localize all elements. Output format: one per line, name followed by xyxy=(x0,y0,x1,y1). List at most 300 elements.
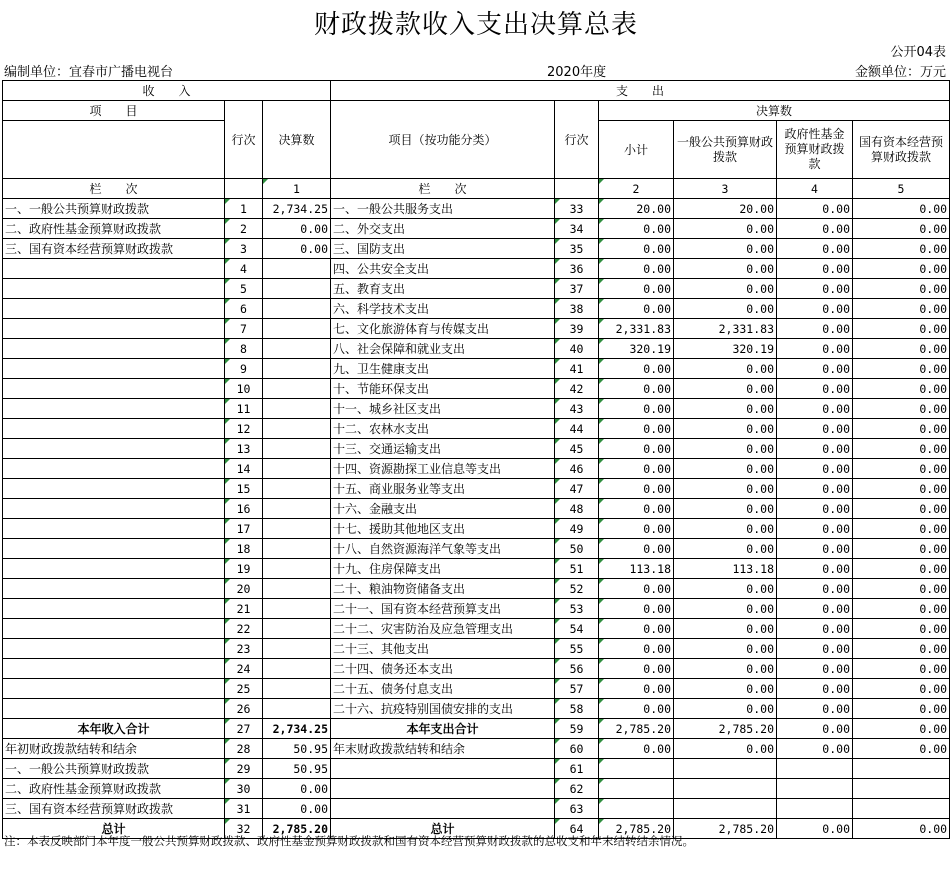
expense-state: 0.00 xyxy=(853,399,950,419)
expense-subtotal: 0.00 xyxy=(599,279,674,299)
expense-subtotal: 0.00 xyxy=(599,679,674,699)
expense-item: 二、外交支出 xyxy=(331,219,555,239)
col-3: 3 xyxy=(674,179,777,199)
table-row xyxy=(3,519,950,539)
table-row xyxy=(3,199,950,219)
expense-subtotal: 0.00 xyxy=(599,259,674,279)
expense-subtotal: 0.00 xyxy=(599,499,674,519)
table-row xyxy=(3,359,950,379)
expense-subtotal: 0.00 xyxy=(599,539,674,559)
carry-row xyxy=(3,759,950,779)
expense-item: 十九、住房保障支出 xyxy=(331,559,555,579)
carry-row xyxy=(3,739,950,759)
table-row xyxy=(3,279,950,299)
income-amount xyxy=(263,259,331,279)
expense-item: 十二、农林水支出 xyxy=(331,419,555,439)
expense-fund: 0.00 xyxy=(777,239,853,259)
expense-fund: 0.00 xyxy=(777,279,853,299)
expense-line-no: 57 xyxy=(555,679,599,699)
year-label: 2020年度 xyxy=(547,65,607,80)
expense-fund: 0.00 xyxy=(777,599,853,619)
expense-fund: 0.00 xyxy=(777,819,853,839)
expense-subtotal: 2,785.20 xyxy=(599,719,674,739)
expense-subtotal: 2,785.20 xyxy=(599,819,674,839)
expense-subtotal: 0.00 xyxy=(599,399,674,419)
income-line-no: 11 xyxy=(225,399,263,419)
expense-line-no: 50 xyxy=(555,539,599,559)
expense-general: 0.00 xyxy=(674,359,777,379)
income-amount xyxy=(263,599,331,619)
expense-item xyxy=(331,759,555,779)
income-item xyxy=(3,439,225,459)
expense-general: 0.00 xyxy=(674,739,777,759)
expense-item: 十四、资源勘探工业信息等支出 xyxy=(331,459,555,479)
expense-item: 二十一、国有资本经营预算支出 xyxy=(331,599,555,619)
expense-general: 0.00 xyxy=(674,459,777,479)
expense-line-no: 56 xyxy=(555,659,599,679)
item-header-blank xyxy=(3,121,225,179)
expense-subtotal xyxy=(599,799,674,819)
expense-item: 年末财政拨款结转和结余 xyxy=(331,739,555,759)
expense-state: 0.00 xyxy=(853,259,950,279)
income-amount xyxy=(263,379,331,399)
expense-state: 0.00 xyxy=(853,239,950,259)
expense-line-no: 42 xyxy=(555,379,599,399)
expense-item: 二十二、灾害防治及应急管理支出 xyxy=(331,619,555,639)
income-line-no: 26 xyxy=(225,699,263,719)
income-item xyxy=(3,299,225,319)
expense-fund: 0.00 xyxy=(777,219,853,239)
expense-line-no: 62 xyxy=(555,779,599,799)
expense-state: 0.00 xyxy=(853,679,950,699)
col-blank xyxy=(225,179,263,199)
expense-state: 0.00 xyxy=(853,719,950,739)
expense-fund: 0.00 xyxy=(777,559,853,579)
expense-subtotal: 0.00 xyxy=(599,359,674,379)
expense-item: 十五、商业服务业等支出 xyxy=(331,479,555,499)
expense-fund: 0.00 xyxy=(777,199,853,219)
income-amount xyxy=(263,639,331,659)
expense-line-no: 63 xyxy=(555,799,599,819)
table-row xyxy=(3,579,950,599)
expense-item: 十一、城乡社区支出 xyxy=(331,399,555,419)
expense-line-no: 45 xyxy=(555,439,599,459)
table-row xyxy=(3,479,950,499)
income-line-no: 1 xyxy=(225,199,263,219)
expense-state: 0.00 xyxy=(853,339,950,359)
expense-general: 0.00 xyxy=(674,499,777,519)
expense-subtotal: 0.00 xyxy=(599,419,674,439)
expense-general: 113.18 xyxy=(674,559,777,579)
expense-subtotal: 0.00 xyxy=(599,479,674,499)
income-amount xyxy=(263,699,331,719)
expense-subtotal: 0.00 xyxy=(599,619,674,639)
expense-line-no: 39 xyxy=(555,319,599,339)
expense-general: 0.00 xyxy=(674,399,777,419)
table-row xyxy=(3,599,950,619)
income-line-no: 9 xyxy=(225,359,263,379)
income-amount: 50.95 xyxy=(263,759,331,779)
expense-state xyxy=(853,799,950,819)
expense-subtotal: 0.00 xyxy=(599,659,674,679)
expense-line-no: 40 xyxy=(555,339,599,359)
income-item: 二、政府性基金预算财政拨款 xyxy=(3,219,225,239)
expense-item: 总计 xyxy=(331,819,555,839)
page-title: 财政拨款收入支出决算总表 xyxy=(313,10,638,40)
total-row xyxy=(3,719,950,739)
income-item xyxy=(3,459,225,479)
expense-item: 二十三、其他支出 xyxy=(331,639,555,659)
income-line-no: 6 xyxy=(225,299,263,319)
expense-subtotal: 0.00 xyxy=(599,439,674,459)
expense-fund xyxy=(777,779,853,799)
expense-fund xyxy=(777,799,853,819)
expense-subtotal: 0.00 xyxy=(599,219,674,239)
expense-fund: 0.00 xyxy=(777,659,853,679)
expense-general: 0.00 xyxy=(674,259,777,279)
expense-line-no: 46 xyxy=(555,459,599,479)
expense-general: 2,331.83 xyxy=(674,319,777,339)
expense-line-no: 53 xyxy=(555,599,599,619)
expense-fund: 0.00 xyxy=(777,539,853,559)
expense-line-no: 52 xyxy=(555,579,599,599)
general-header: 一般公共预算财政拨款 xyxy=(674,121,777,179)
table-row xyxy=(3,459,950,479)
amount-header: 决算数 xyxy=(263,101,331,179)
table-row xyxy=(3,659,950,679)
expense-item: 本年支出合计 xyxy=(331,719,555,739)
expense-fund: 0.00 xyxy=(777,399,853,419)
income-line-no: 21 xyxy=(225,599,263,619)
summary-table xyxy=(2,80,950,839)
expense-subtotal: 0.00 xyxy=(599,699,674,719)
expense-general xyxy=(674,799,777,819)
expense-item: 十八、自然资源海洋气象等支出 xyxy=(331,539,555,559)
carry-row xyxy=(3,779,950,799)
expense-subtotal: 0.00 xyxy=(599,599,674,619)
expense-state: 0.00 xyxy=(853,319,950,339)
expense-fund: 0.00 xyxy=(777,579,853,599)
income-line-no: 22 xyxy=(225,619,263,639)
income-amount: 2,734.25 xyxy=(263,719,331,739)
income-amount xyxy=(263,559,331,579)
income-amount xyxy=(263,679,331,699)
income-line-no: 15 xyxy=(225,479,263,499)
expense-general: 2,785.20 xyxy=(674,819,777,839)
table-row xyxy=(3,639,950,659)
expense-subtotal: 20.00 xyxy=(599,199,674,219)
table-row xyxy=(3,439,950,459)
table-row xyxy=(3,539,950,559)
expense-state: 0.00 xyxy=(853,559,950,579)
income-line-no: 20 xyxy=(225,579,263,599)
expense-fund: 0.00 xyxy=(777,299,853,319)
income-line-no: 28 xyxy=(225,739,263,759)
expense-subtotal: 113.18 xyxy=(599,559,674,579)
expense-subtotal: 0.00 xyxy=(599,579,674,599)
income-line-no: 3 xyxy=(225,239,263,259)
expense-general: 0.00 xyxy=(674,539,777,559)
expense-general: 0.00 xyxy=(674,679,777,699)
income-line-no: 7 xyxy=(225,319,263,339)
income-line-no: 25 xyxy=(225,679,263,699)
expense-fund: 0.00 xyxy=(777,719,853,739)
expense-fund: 0.00 xyxy=(777,359,853,379)
income-item xyxy=(3,679,225,699)
expense-item: 二十六、抗疫特别国债安排的支出 xyxy=(331,699,555,719)
income-amount: 50.95 xyxy=(263,739,331,759)
income-amount xyxy=(263,519,331,539)
income-item xyxy=(3,359,225,379)
income-amount: 0.00 xyxy=(263,219,331,239)
expense-general: 0.00 xyxy=(674,479,777,499)
line-no2-header: 行次 xyxy=(555,101,599,179)
expense-general: 0.00 xyxy=(674,219,777,239)
expense-fund: 0.00 xyxy=(777,519,853,539)
expense-item: 十、节能环保支出 xyxy=(331,379,555,399)
expense-subtotal: 0.00 xyxy=(599,379,674,399)
income-line-no: 23 xyxy=(225,639,263,659)
carry-row xyxy=(3,799,950,819)
col-4: 4 xyxy=(777,179,853,199)
expense-state: 0.00 xyxy=(853,579,950,599)
expense-subtotal xyxy=(599,779,674,799)
expense-state: 0.00 xyxy=(853,359,950,379)
subtotal-header: 小计 xyxy=(599,121,674,179)
expense-general: 0.00 xyxy=(674,519,777,539)
expense-general: 2,785.20 xyxy=(674,719,777,739)
income-amount: 2,785.20 xyxy=(263,819,331,839)
income-amount xyxy=(263,579,331,599)
income-amount xyxy=(263,339,331,359)
income-amount xyxy=(263,499,331,519)
income-amount xyxy=(263,299,331,319)
income-line-no: 31 xyxy=(225,799,263,819)
item-header: 项 目 xyxy=(3,101,225,121)
income-amount xyxy=(263,479,331,499)
func-item-header: 项目（按功能分类） xyxy=(331,101,555,179)
expense-fund: 0.00 xyxy=(777,699,853,719)
expense-line-no: 38 xyxy=(555,299,599,319)
expense-fund: 0.00 xyxy=(777,459,853,479)
expense-state: 0.00 xyxy=(853,699,950,719)
income-item xyxy=(3,579,225,599)
income-amount: 2,734.25 xyxy=(263,199,331,219)
table-row xyxy=(3,399,950,419)
expense-general: 0.00 xyxy=(674,279,777,299)
expense-fund: 0.00 xyxy=(777,499,853,519)
expense-general xyxy=(674,759,777,779)
expense-item: 七、文化旅游体育与传媒支出 xyxy=(331,319,555,339)
income-line-no: 24 xyxy=(225,659,263,679)
expense-state: 0.00 xyxy=(853,639,950,659)
expense-line-no: 43 xyxy=(555,399,599,419)
expense-general: 20.00 xyxy=(674,199,777,219)
expense-general: 0.00 xyxy=(674,659,777,679)
expense-item: 四、公共安全支出 xyxy=(331,259,555,279)
col-5: 5 xyxy=(853,179,950,199)
expense-state: 0.00 xyxy=(853,439,950,459)
expense-fund: 0.00 xyxy=(777,259,853,279)
income-amount xyxy=(263,439,331,459)
income-line-no: 19 xyxy=(225,559,263,579)
income-item xyxy=(3,479,225,499)
money-unit-label: 金额单位：万元 xyxy=(854,65,946,80)
expense-line-no: 41 xyxy=(555,359,599,379)
expense-general: 320.19 xyxy=(674,339,777,359)
expense-item: 十七、援助其他地区支出 xyxy=(331,519,555,539)
expense-state: 0.00 xyxy=(853,819,950,839)
income-item: 本年收入合计 xyxy=(3,719,225,739)
expense-subtotal: 320.19 xyxy=(599,339,674,359)
expense-fund: 0.00 xyxy=(777,639,853,659)
col-label: 栏 次 xyxy=(3,179,225,199)
income-line-no: 18 xyxy=(225,539,263,559)
expense-general: 0.00 xyxy=(674,599,777,619)
expense-state: 0.00 xyxy=(853,419,950,439)
income-amount: 0.00 xyxy=(263,779,331,799)
expense-item: 二十四、债务还本支出 xyxy=(331,659,555,679)
expense-general: 0.00 xyxy=(674,579,777,599)
expense-line-no: 58 xyxy=(555,699,599,719)
expense-item xyxy=(331,779,555,799)
expense-general: 0.00 xyxy=(674,639,777,659)
unit-label: 编制单位：宜春市广播电视台 xyxy=(4,65,174,80)
expense-state: 0.00 xyxy=(853,299,950,319)
income-line-no: 10 xyxy=(225,379,263,399)
expense-line-no: 55 xyxy=(555,639,599,659)
expense-state xyxy=(853,759,950,779)
expense-state xyxy=(853,779,950,799)
table-row xyxy=(3,219,950,239)
expense-item: 三、国防支出 xyxy=(331,239,555,259)
income-line-no: 27 xyxy=(225,719,263,739)
income-item xyxy=(3,539,225,559)
table-row xyxy=(3,259,950,279)
expense-fund: 0.00 xyxy=(777,419,853,439)
expense-fund: 0.00 xyxy=(777,379,853,399)
expense-line-no: 48 xyxy=(555,499,599,519)
income-line-no: 4 xyxy=(225,259,263,279)
income-item xyxy=(3,259,225,279)
expense-general: 0.00 xyxy=(674,419,777,439)
expense-fund: 0.00 xyxy=(777,439,853,459)
income-amount xyxy=(263,319,331,339)
expense-subtotal: 0.00 xyxy=(599,739,674,759)
table-row xyxy=(3,679,950,699)
income-amount: 0.00 xyxy=(263,799,331,819)
expense-subtotal: 2,331.83 xyxy=(599,319,674,339)
expense-state: 0.00 xyxy=(853,519,950,539)
expense-item: 二十、粮油物资储备支出 xyxy=(331,579,555,599)
income-item: 三、国有资本经营预算财政拨款 xyxy=(3,799,225,819)
expense-state: 0.00 xyxy=(853,219,950,239)
table-row xyxy=(3,419,950,439)
expense-general: 0.00 xyxy=(674,619,777,639)
income-item xyxy=(3,519,225,539)
expense-item: 五、教育支出 xyxy=(331,279,555,299)
income-item: 三、国有资本经营预算财政拨款 xyxy=(3,239,225,259)
income-item xyxy=(3,599,225,619)
income-item xyxy=(3,659,225,679)
income-line-no: 13 xyxy=(225,439,263,459)
table-row xyxy=(3,499,950,519)
expense-state: 0.00 xyxy=(853,599,950,619)
table-row xyxy=(3,339,950,359)
expense-line-no: 33 xyxy=(555,199,599,219)
table-row xyxy=(3,299,950,319)
income-item xyxy=(3,499,225,519)
expense-state: 0.00 xyxy=(853,459,950,479)
expense-item xyxy=(331,799,555,819)
expense-subtotal: 0.00 xyxy=(599,519,674,539)
expense-line-no: 37 xyxy=(555,279,599,299)
expense-state: 0.00 xyxy=(853,479,950,499)
expense-item: 八、社会保障和就业支出 xyxy=(331,339,555,359)
col-label2: 栏 次 xyxy=(331,179,555,199)
expense-subtotal: 0.00 xyxy=(599,459,674,479)
table-row xyxy=(3,699,950,719)
table-row xyxy=(3,559,950,579)
expense-state: 0.00 xyxy=(853,379,950,399)
footnote: 注：本表反映部门本年度一般公共预算财政拨款、政府性基金预算财政拨款和国有资本经营预算财政拨款的总收支和年末结转结余情况。 xyxy=(4,834,694,848)
expense-fund: 0.00 xyxy=(777,619,853,639)
col-blank2 xyxy=(555,179,599,199)
income-line-no: 29 xyxy=(225,759,263,779)
expense-general: 0.00 xyxy=(674,299,777,319)
form-code: 公开04表 xyxy=(890,45,946,60)
income-item xyxy=(3,319,225,339)
income-item xyxy=(3,339,225,359)
expense-state: 0.00 xyxy=(853,619,950,639)
expense-subtotal: 0.00 xyxy=(599,299,674,319)
income-line-no: 32 xyxy=(225,819,263,839)
income-item xyxy=(3,699,225,719)
table-row xyxy=(3,619,950,639)
income-item xyxy=(3,619,225,639)
expense-state: 0.00 xyxy=(853,279,950,299)
fund-header: 政府性基金预算财政拨款 xyxy=(777,121,853,179)
expense-fund: 0.00 xyxy=(777,739,853,759)
expense-item: 十六、金融支出 xyxy=(331,499,555,519)
income-amount xyxy=(263,399,331,419)
col-2: 2 xyxy=(599,179,674,199)
income-line-no: 5 xyxy=(225,279,263,299)
expense-item: 九、卫生健康支出 xyxy=(331,359,555,379)
col-1: 1 xyxy=(263,179,331,199)
table-row xyxy=(3,379,950,399)
income-item xyxy=(3,399,225,419)
income-header: 收 入 xyxy=(3,81,331,101)
expense-line-no: 51 xyxy=(555,559,599,579)
line-no-header: 行次 xyxy=(225,101,263,179)
income-amount xyxy=(263,539,331,559)
income-item: 一、一般公共预算财政拨款 xyxy=(3,199,225,219)
expense-line-no: 54 xyxy=(555,619,599,639)
expense-general: 0.00 xyxy=(674,439,777,459)
expense-line-no: 60 xyxy=(555,739,599,759)
expense-line-no: 44 xyxy=(555,419,599,439)
income-item: 一、一般公共预算财政拨款 xyxy=(3,759,225,779)
table-row xyxy=(3,239,950,259)
expense-general xyxy=(674,779,777,799)
expense-fund: 0.00 xyxy=(777,339,853,359)
expense-header: 支 出 xyxy=(331,81,950,101)
expense-line-no: 47 xyxy=(555,479,599,499)
expense-line-no: 35 xyxy=(555,239,599,259)
income-line-no: 14 xyxy=(225,459,263,479)
expense-subtotal: 0.00 xyxy=(599,639,674,659)
